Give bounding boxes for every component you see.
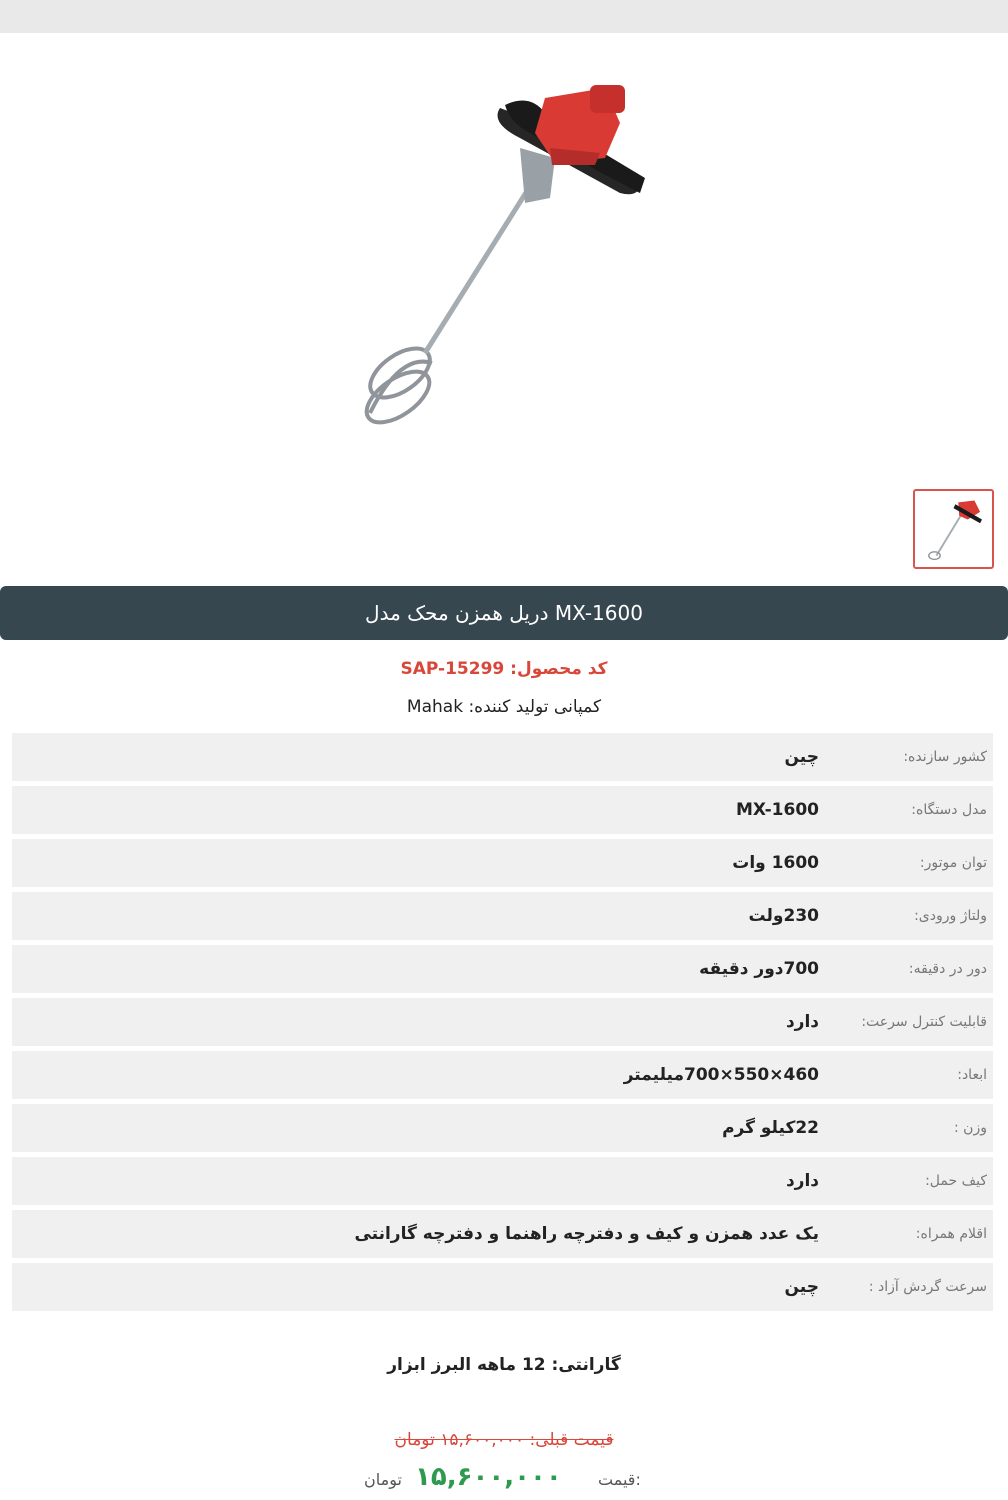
spec-label: وزن : — [954, 1120, 987, 1136]
price-label: قیمت: — [598, 1470, 641, 1489]
spec-value: MX-1600 — [735, 800, 819, 820]
spec-label: کشور سازنده: — [903, 749, 987, 765]
spec-row-voltage — [12, 892, 993, 940]
spec-table — [12, 733, 993, 1316]
spec-label: کیف حمل: — [925, 1173, 987, 1189]
spec-value: یک عدد همزن و کیف و دفترچه راهنما و دفترچه گارانتی — [354, 1224, 819, 1244]
spec-row-rpm — [12, 945, 993, 993]
price-row — [0, 1462, 1008, 1500]
spec-label: دور در دقیقه: — [908, 961, 987, 977]
spec-value: 1600 وات — [732, 853, 819, 873]
spec-value: 460×550×700میلیمتر — [623, 1065, 819, 1085]
spec-row-country — [12, 733, 993, 781]
spec-row-weight — [12, 1104, 993, 1152]
spec-label: قابلیت کنترل سرعت: — [861, 1014, 987, 1030]
warranty-text: گارانتی: 12 ماهه البرز ابزار — [387, 1355, 621, 1375]
spec-value: چین — [784, 1277, 819, 1297]
price-value: ۱۵,۶۰۰,۰۰۰ — [415, 1462, 562, 1492]
product-title: دریل همزن محک مدل MX-1600 — [365, 601, 643, 625]
spec-row-carry-case — [12, 1157, 993, 1205]
spec-label: مدل دستگاه: — [911, 802, 987, 818]
price-unit: تومان — [364, 1470, 402, 1489]
product-maker: کمپانی تولید کننده: Mahak — [406, 697, 602, 717]
spec-value: 22کیلو گرم — [722, 1118, 819, 1138]
spec-row-speed-control — [12, 998, 993, 1046]
old-price: قیمت قبلی: ۱۵,۶۰۰,۰۰۰ تومان — [394, 1430, 614, 1450]
spec-row-free-speed — [12, 1263, 993, 1311]
spec-label: ولتاژ ورودی: — [914, 908, 987, 924]
product-title-bar — [0, 586, 1008, 640]
spec-row-accessories — [12, 1210, 993, 1258]
spec-row-model — [12, 786, 993, 834]
spec-value: 230ولت — [748, 906, 819, 926]
spec-row-power — [12, 839, 993, 887]
top-bar — [0, 0, 1008, 33]
spec-label: ابعاد: — [957, 1067, 987, 1083]
spec-label: اقلام همراه: — [915, 1226, 987, 1242]
spec-row-dimensions — [12, 1051, 993, 1099]
spec-value: 700دور دقیقه — [699, 959, 819, 979]
spec-value: چین — [784, 747, 819, 767]
product-thumbnail[interactable] — [913, 489, 994, 569]
drill-mixer-image — [340, 53, 660, 453]
spec-value: دارد — [785, 1171, 819, 1191]
product-image-area[interactable] — [0, 33, 1008, 495]
spec-value: دارد — [785, 1012, 819, 1032]
drill-mixer-thumbnail — [915, 491, 992, 567]
product-code: کد محصول: SAP-15299 — [400, 659, 608, 679]
spec-label: توان موتور: — [919, 855, 987, 871]
spec-label: سرعت گردش آزاد : — [868, 1279, 987, 1295]
